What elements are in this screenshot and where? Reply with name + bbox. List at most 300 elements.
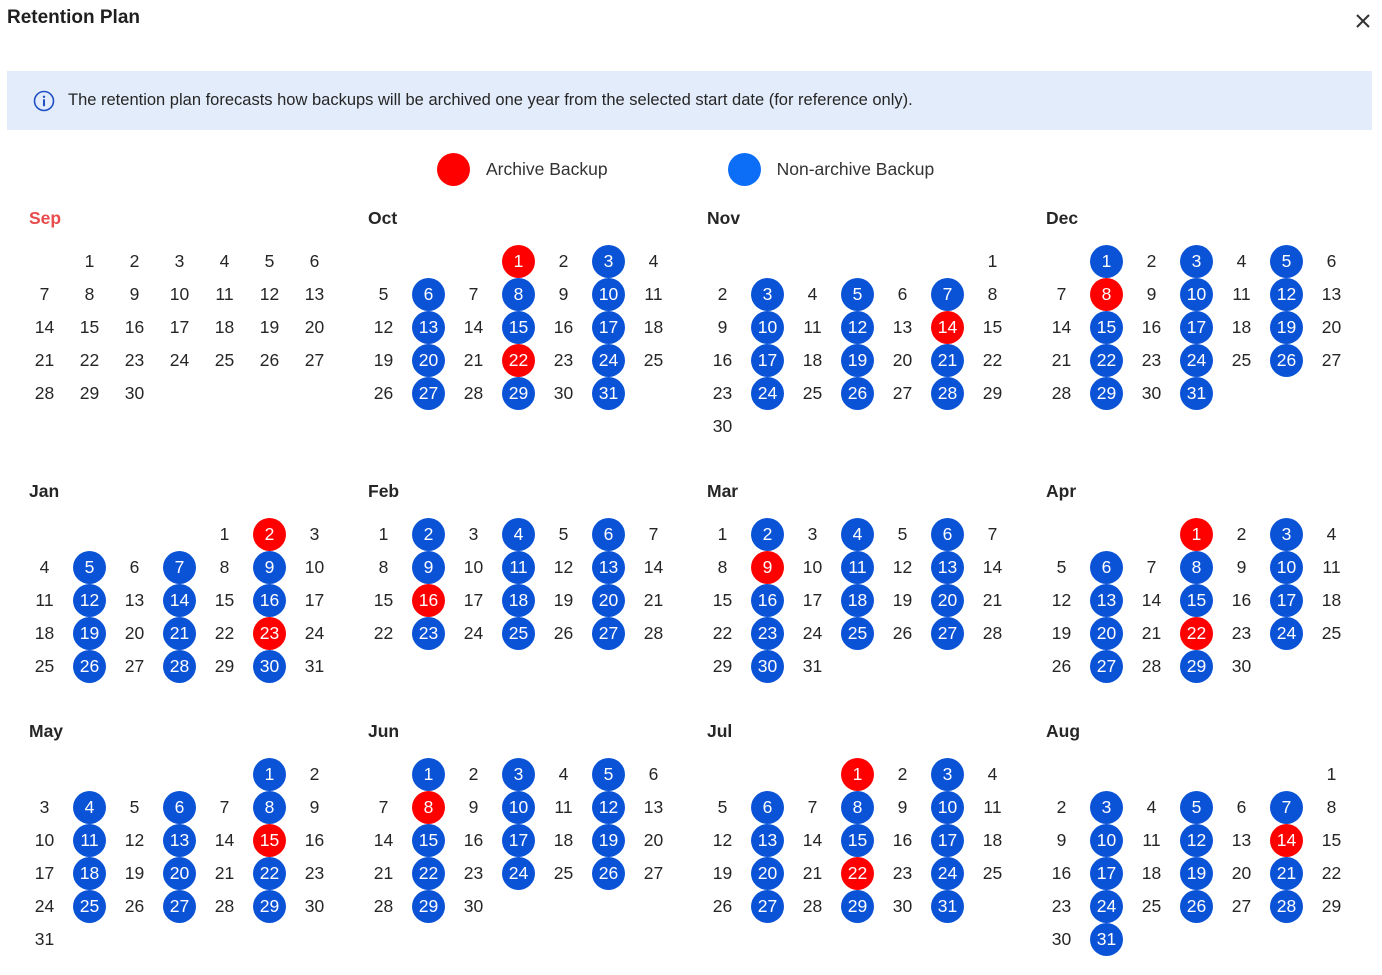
day-cell bbox=[541, 791, 586, 824]
day-cell bbox=[790, 617, 835, 650]
day-cell bbox=[700, 791, 745, 824]
day-cell bbox=[22, 824, 67, 857]
day-number: 9 bbox=[1146, 284, 1157, 304]
day-cell-nonarchive bbox=[1174, 377, 1219, 410]
day-cell-nonarchive bbox=[1174, 890, 1219, 923]
day-cell bbox=[22, 278, 67, 311]
day-number: 29 bbox=[712, 656, 733, 676]
day-cell bbox=[22, 377, 67, 410]
day-cell bbox=[112, 377, 157, 410]
day-cell-nonarchive bbox=[1084, 377, 1129, 410]
day-number: 12 bbox=[553, 557, 574, 577]
day-number: 21 bbox=[1141, 623, 1162, 643]
day-number: 7 bbox=[807, 797, 818, 817]
day-number: 17 bbox=[463, 590, 484, 610]
day-cell bbox=[970, 857, 1015, 890]
day-cell bbox=[790, 791, 835, 824]
day-cell bbox=[1309, 890, 1354, 923]
day-cell bbox=[202, 617, 247, 650]
day-cell bbox=[451, 857, 496, 890]
day-cell bbox=[1039, 650, 1084, 683]
day-number: 26 bbox=[259, 350, 280, 370]
empty-cell bbox=[1084, 518, 1129, 551]
day-cell bbox=[880, 890, 925, 923]
day-cell bbox=[631, 824, 676, 857]
day-cell bbox=[361, 617, 406, 650]
day-cell-nonarchive bbox=[586, 518, 631, 551]
day-cell bbox=[700, 278, 745, 311]
day-cell bbox=[541, 245, 586, 278]
day-cell-nonarchive bbox=[67, 551, 112, 584]
day-number: 9 bbox=[253, 551, 286, 584]
day-number: 9 bbox=[1056, 830, 1067, 850]
empty-cell bbox=[1129, 518, 1174, 551]
day-number: 8 bbox=[378, 557, 389, 577]
day-number: 17 bbox=[169, 317, 190, 337]
day-number: 25 bbox=[802, 383, 823, 403]
day-cell bbox=[361, 278, 406, 311]
day-cell bbox=[1219, 890, 1264, 923]
day-number: 6 bbox=[751, 791, 784, 824]
day-cell bbox=[292, 857, 337, 890]
day-number: 26 bbox=[373, 383, 394, 403]
day-cell-archive bbox=[1264, 824, 1309, 857]
day-number: 27 bbox=[892, 383, 913, 403]
day-cell bbox=[22, 890, 67, 923]
day-number: 27 bbox=[412, 377, 445, 410]
day-number: 4 bbox=[1146, 797, 1157, 817]
day-number: 2 bbox=[129, 251, 140, 271]
day-cell-nonarchive bbox=[586, 791, 631, 824]
day-number: 5 bbox=[1056, 557, 1067, 577]
legend-archive bbox=[437, 153, 608, 186]
day-cell bbox=[1129, 311, 1174, 344]
day-number: 27 bbox=[592, 617, 625, 650]
day-number: 5 bbox=[841, 278, 874, 311]
day-number: 24 bbox=[751, 377, 784, 410]
day-cell bbox=[790, 551, 835, 584]
day-number: 9 bbox=[129, 284, 140, 304]
day-cell-nonarchive bbox=[745, 518, 790, 551]
day-cell bbox=[1309, 857, 1354, 890]
day-number: 15 bbox=[1090, 311, 1123, 344]
day-number: 15 bbox=[79, 317, 100, 337]
day-number: 9 bbox=[751, 551, 784, 584]
day-cell-nonarchive bbox=[157, 890, 202, 923]
day-cell bbox=[247, 245, 292, 278]
day-cell-nonarchive bbox=[835, 617, 880, 650]
day-number: 26 bbox=[841, 377, 874, 410]
day-cell-nonarchive bbox=[496, 551, 541, 584]
day-cell-archive bbox=[247, 617, 292, 650]
day-number: 5 bbox=[264, 251, 275, 271]
day-number: 16 bbox=[253, 584, 286, 617]
day-cell-archive bbox=[406, 791, 451, 824]
month-name: Oct bbox=[368, 208, 398, 228]
day-cell bbox=[112, 650, 157, 683]
day-number: 8 bbox=[1326, 797, 1337, 817]
day-cell-nonarchive bbox=[745, 311, 790, 344]
day-cell bbox=[541, 551, 586, 584]
day-cell-nonarchive bbox=[835, 791, 880, 824]
day-cell bbox=[112, 311, 157, 344]
day-cell bbox=[1219, 650, 1264, 683]
day-cell bbox=[970, 617, 1015, 650]
day-number: 4 bbox=[39, 557, 50, 577]
day-cell-nonarchive bbox=[406, 890, 451, 923]
day-number: 12 bbox=[124, 830, 145, 850]
day-cell bbox=[790, 890, 835, 923]
day-number: 31 bbox=[1180, 377, 1213, 410]
day-number: 25 bbox=[643, 350, 664, 370]
close-button[interactable] bbox=[1350, 8, 1376, 34]
day-number: 27 bbox=[1231, 896, 1252, 916]
day-number: 22 bbox=[373, 623, 394, 643]
day-cell bbox=[1129, 791, 1174, 824]
day-number: 14 bbox=[373, 830, 394, 850]
day-cell-nonarchive bbox=[406, 857, 451, 890]
day-number: 9 bbox=[717, 317, 728, 337]
day-cell bbox=[700, 650, 745, 683]
day-cell bbox=[202, 824, 247, 857]
day-cell bbox=[790, 650, 835, 683]
day-grid bbox=[22, 518, 337, 683]
day-number: 13 bbox=[751, 824, 784, 857]
day-cell-nonarchive bbox=[745, 824, 790, 857]
day-number: 9 bbox=[468, 797, 479, 817]
day-number: 5 bbox=[129, 797, 140, 817]
day-number: 19 bbox=[73, 617, 106, 650]
day-cell bbox=[67, 377, 112, 410]
day-cell-nonarchive bbox=[586, 551, 631, 584]
day-number: 7 bbox=[163, 551, 196, 584]
day-cell bbox=[292, 245, 337, 278]
day-number: 5 bbox=[717, 797, 728, 817]
day-cell bbox=[1309, 311, 1354, 344]
day-number: 3 bbox=[1180, 245, 1213, 278]
day-number: 1 bbox=[1090, 245, 1123, 278]
empty-cell bbox=[745, 245, 790, 278]
legend-nonarchive bbox=[728, 153, 935, 186]
day-number: 18 bbox=[643, 317, 664, 337]
day-number: 1 bbox=[378, 524, 389, 544]
day-cell bbox=[1129, 377, 1174, 410]
day-cell-nonarchive bbox=[67, 791, 112, 824]
day-number: 7 bbox=[987, 524, 998, 544]
day-cell bbox=[361, 824, 406, 857]
day-number: 14 bbox=[1270, 824, 1303, 857]
day-number: 8 bbox=[412, 791, 445, 824]
day-number: 28 bbox=[34, 383, 55, 403]
day-number: 7 bbox=[468, 284, 479, 304]
day-cell-nonarchive bbox=[157, 584, 202, 617]
day-cell bbox=[202, 311, 247, 344]
day-cell bbox=[67, 311, 112, 344]
day-cell-nonarchive bbox=[496, 758, 541, 791]
day-number: 23 bbox=[712, 383, 733, 403]
day-cell-nonarchive bbox=[1084, 584, 1129, 617]
day-number: 8 bbox=[717, 557, 728, 577]
day-number: 29 bbox=[502, 377, 535, 410]
day-cell-nonarchive bbox=[406, 824, 451, 857]
day-cell bbox=[112, 278, 157, 311]
day-number: 16 bbox=[712, 350, 733, 370]
day-cell bbox=[247, 278, 292, 311]
day-number: 21 bbox=[982, 590, 1003, 610]
month-name: Nov bbox=[707, 208, 741, 228]
day-cell bbox=[880, 617, 925, 650]
day-cell-nonarchive bbox=[835, 311, 880, 344]
day-cell-nonarchive bbox=[1084, 923, 1129, 956]
close-icon bbox=[1350, 8, 1376, 34]
day-number: 16 bbox=[304, 830, 325, 850]
day-cell bbox=[451, 278, 496, 311]
day-cell-nonarchive bbox=[586, 278, 631, 311]
day-cell bbox=[292, 518, 337, 551]
day-number: 3 bbox=[807, 524, 818, 544]
day-cell bbox=[631, 551, 676, 584]
day-cell-nonarchive bbox=[496, 584, 541, 617]
day-number: 20 bbox=[1090, 617, 1123, 650]
day-number: 22 bbox=[1180, 617, 1213, 650]
day-number: 23 bbox=[124, 350, 145, 370]
day-cell bbox=[970, 278, 1015, 311]
day-cell-nonarchive bbox=[1174, 857, 1219, 890]
day-cell-nonarchive bbox=[745, 278, 790, 311]
day-number: 2 bbox=[1236, 524, 1247, 544]
day-number: 2 bbox=[468, 764, 479, 784]
day-number: 23 bbox=[463, 863, 484, 883]
day-cell bbox=[292, 584, 337, 617]
day-cell-archive bbox=[1084, 278, 1129, 311]
day-cell bbox=[451, 584, 496, 617]
day-number: 15 bbox=[982, 317, 1003, 337]
day-cell bbox=[292, 617, 337, 650]
day-number: 5 bbox=[1180, 791, 1213, 824]
day-number: 11 bbox=[841, 551, 874, 584]
day-number: 23 bbox=[1231, 623, 1252, 643]
day-number: 18 bbox=[802, 350, 823, 370]
day-number: 28 bbox=[463, 383, 484, 403]
day-number: 2 bbox=[253, 518, 286, 551]
empty-cell bbox=[67, 758, 112, 791]
day-number: 18 bbox=[1231, 317, 1252, 337]
day-cell-nonarchive bbox=[745, 377, 790, 410]
day-cell bbox=[700, 857, 745, 890]
day-cell-nonarchive bbox=[157, 824, 202, 857]
day-grid bbox=[700, 758, 1015, 923]
day-number: 13 bbox=[124, 590, 145, 610]
day-number: 30 bbox=[892, 896, 913, 916]
day-cell bbox=[1309, 791, 1354, 824]
day-number: 23 bbox=[412, 617, 445, 650]
day-cell-archive bbox=[247, 518, 292, 551]
month-name: Feb bbox=[368, 481, 400, 501]
day-number: 17 bbox=[1270, 584, 1303, 617]
day-cell-nonarchive bbox=[406, 758, 451, 791]
day-cell bbox=[112, 824, 157, 857]
day-number: 24 bbox=[502, 857, 535, 890]
day-cell-nonarchive bbox=[247, 791, 292, 824]
day-number: 7 bbox=[219, 797, 230, 817]
day-number: 8 bbox=[253, 791, 286, 824]
day-number: 29 bbox=[1090, 377, 1123, 410]
day-cell bbox=[451, 758, 496, 791]
day-cell-nonarchive bbox=[925, 791, 970, 824]
day-number: 2 bbox=[412, 518, 445, 551]
day-cell bbox=[1129, 824, 1174, 857]
day-number: 20 bbox=[931, 584, 964, 617]
day-number: 4 bbox=[1236, 251, 1247, 271]
legend bbox=[437, 153, 934, 186]
day-number: 6 bbox=[897, 284, 908, 304]
day-cell-nonarchive bbox=[1174, 245, 1219, 278]
day-number: 12 bbox=[712, 830, 733, 850]
day-number: 5 bbox=[73, 551, 106, 584]
day-number: 8 bbox=[841, 791, 874, 824]
empty-cell bbox=[790, 245, 835, 278]
day-cell-nonarchive bbox=[1174, 824, 1219, 857]
day-cell bbox=[112, 344, 157, 377]
day-number: 6 bbox=[129, 557, 140, 577]
day-cell bbox=[1039, 551, 1084, 584]
day-cell-nonarchive bbox=[1084, 650, 1129, 683]
day-number: 16 bbox=[1051, 863, 1072, 883]
day-number: 17 bbox=[1180, 311, 1213, 344]
day-number: 19 bbox=[592, 824, 625, 857]
day-number: 13 bbox=[304, 284, 325, 304]
day-cell bbox=[361, 377, 406, 410]
day-cell bbox=[292, 650, 337, 683]
day-number: 3 bbox=[309, 524, 320, 544]
day-cell bbox=[1219, 311, 1264, 344]
empty-cell bbox=[202, 758, 247, 791]
day-number: 26 bbox=[1270, 344, 1303, 377]
day-cell bbox=[1309, 344, 1354, 377]
day-cell-nonarchive bbox=[925, 890, 970, 923]
day-number: 25 bbox=[1231, 350, 1252, 370]
day-cell-nonarchive bbox=[406, 311, 451, 344]
day-cell-archive bbox=[496, 344, 541, 377]
day-cell-nonarchive bbox=[67, 584, 112, 617]
day-grid bbox=[700, 518, 1015, 683]
day-cell bbox=[22, 791, 67, 824]
day-number: 1 bbox=[219, 524, 230, 544]
day-number: 14 bbox=[34, 317, 55, 337]
day-cell bbox=[700, 311, 745, 344]
day-number: 7 bbox=[648, 524, 659, 544]
day-number: 11 bbox=[502, 551, 535, 584]
day-cell bbox=[22, 857, 67, 890]
day-number: 29 bbox=[1321, 896, 1342, 916]
day-cell-nonarchive bbox=[835, 377, 880, 410]
day-number: 26 bbox=[1180, 890, 1213, 923]
day-cell bbox=[970, 758, 1015, 791]
day-number: 16 bbox=[412, 584, 445, 617]
empty-cell bbox=[451, 245, 496, 278]
day-cell bbox=[1219, 245, 1264, 278]
day-number: 19 bbox=[892, 590, 913, 610]
nonarchive-dot-icon bbox=[728, 153, 761, 186]
day-cell bbox=[1309, 584, 1354, 617]
day-cell-nonarchive bbox=[1264, 791, 1309, 824]
day-cell bbox=[1129, 617, 1174, 650]
day-number: 21 bbox=[34, 350, 55, 370]
day-number: 9 bbox=[309, 797, 320, 817]
day-cell-nonarchive bbox=[1084, 344, 1129, 377]
day-cell-nonarchive bbox=[1174, 650, 1219, 683]
day-number: 8 bbox=[502, 278, 535, 311]
day-cell-nonarchive bbox=[1084, 245, 1129, 278]
day-cell-nonarchive bbox=[745, 584, 790, 617]
day-cell-nonarchive bbox=[1264, 617, 1309, 650]
day-number: 23 bbox=[892, 863, 913, 883]
day-number: 14 bbox=[163, 584, 196, 617]
day-number: 20 bbox=[412, 344, 445, 377]
day-cell bbox=[1219, 857, 1264, 890]
day-cell-nonarchive bbox=[835, 344, 880, 377]
empty-cell bbox=[1084, 758, 1129, 791]
day-cell bbox=[22, 650, 67, 683]
day-number: 3 bbox=[931, 758, 964, 791]
day-grid bbox=[361, 518, 676, 650]
day-number: 14 bbox=[802, 830, 823, 850]
day-number: 24 bbox=[802, 623, 823, 643]
day-number: 28 bbox=[1270, 890, 1303, 923]
day-number: 29 bbox=[79, 383, 100, 403]
day-number: 23 bbox=[1051, 896, 1072, 916]
day-number: 19 bbox=[259, 317, 280, 337]
empty-cell bbox=[22, 245, 67, 278]
day-number: 18 bbox=[553, 830, 574, 850]
day-cell bbox=[1219, 344, 1264, 377]
day-number: 30 bbox=[553, 383, 574, 403]
day-cell bbox=[451, 617, 496, 650]
day-cell bbox=[880, 758, 925, 791]
day-cell bbox=[970, 311, 1015, 344]
day-cell-nonarchive bbox=[1264, 584, 1309, 617]
day-cell bbox=[361, 311, 406, 344]
day-number: 15 bbox=[1180, 584, 1213, 617]
day-number: 22 bbox=[502, 344, 535, 377]
day-cell-archive bbox=[247, 824, 292, 857]
day-number: 29 bbox=[982, 383, 1003, 403]
legend-archive-label: Archive Backup bbox=[486, 159, 608, 179]
day-number: 31 bbox=[592, 377, 625, 410]
day-number: 24 bbox=[169, 350, 190, 370]
day-cell-nonarchive bbox=[925, 518, 970, 551]
day-number: 17 bbox=[931, 824, 964, 857]
day-grid bbox=[1039, 245, 1354, 410]
day-number: 7 bbox=[378, 797, 389, 817]
day-number: 7 bbox=[39, 284, 50, 304]
day-cell-nonarchive bbox=[745, 650, 790, 683]
day-number: 28 bbox=[982, 623, 1003, 643]
day-cell bbox=[361, 857, 406, 890]
day-cell-nonarchive bbox=[496, 278, 541, 311]
day-number: 13 bbox=[892, 317, 913, 337]
day-cell-nonarchive bbox=[586, 344, 631, 377]
day-cell bbox=[700, 824, 745, 857]
archive-dot-icon bbox=[437, 153, 470, 186]
day-number: 28 bbox=[802, 896, 823, 916]
day-number: 26 bbox=[1051, 656, 1072, 676]
day-cell bbox=[541, 617, 586, 650]
day-cell bbox=[970, 791, 1015, 824]
day-number: 24 bbox=[304, 623, 325, 643]
day-number: 10 bbox=[463, 557, 484, 577]
day-number: 4 bbox=[987, 764, 998, 784]
